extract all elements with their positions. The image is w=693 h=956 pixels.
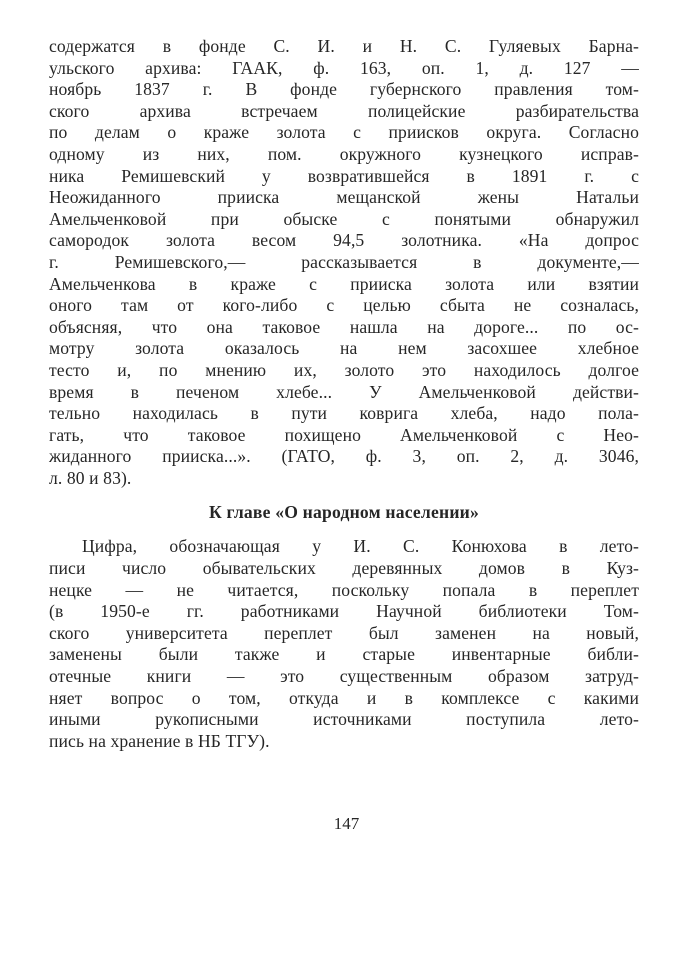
text-line: л. 80 и 83). — [49, 467, 132, 488]
text-line: отечные книги — это существенным образом затруд- — [49, 666, 639, 687]
section-heading: К главе «О народном населении» — [208, 502, 480, 523]
text-line: заменены были также и старые инвентарные библи- — [49, 644, 639, 665]
page-number: 147 — [333, 814, 360, 833]
text-line: пись на хранение в НБ ТГУ). — [49, 730, 270, 751]
text-line: гать, что таковое похищено Амельченковой с Нео- — [49, 424, 639, 445]
paragraph-1 — [49, 36, 639, 489]
text-line: (в 1950-е гг. работниками Научной библиотеки Том- — [49, 601, 639, 622]
text-line: иными рукописными источниками поступила лето- — [49, 709, 639, 730]
text-line: мотру золота оказалось на нем засохшее хлебное — [49, 338, 639, 359]
text-line: ника Ремишевский у возвратившейся в 1891 г. с — [49, 165, 639, 186]
text-line: Амельченковой при обыске с понятыми обнаружил — [49, 208, 639, 229]
text-line: Амельченкова в краже с прииска золота или взятии — [49, 273, 639, 294]
text-line: оного там от кого-либо с целью сбыта не созналась, — [49, 295, 639, 316]
text-line: объясняя, что она таковое нашла на дороге... по ос- — [49, 316, 639, 337]
paragraph-2 — [49, 536, 639, 752]
text-line: ноябрь 1837 г. В фонде губернского правления том- — [49, 79, 639, 100]
text-line: Цифра, обозначающая у И. С. Конюхова в лето- — [82, 536, 639, 557]
text-line: Неожиданного прииска мещанской жены Натальи — [49, 187, 639, 208]
text-line: г. Ремишевского,— рассказывается в документе,— — [49, 251, 639, 272]
text-line: одному из них, пом. окружного кузнецкого исправ- — [49, 143, 639, 164]
text-line: тесто и, по мнению их, золото это находилось долгое — [49, 359, 639, 380]
text-line: время в печеном хлебе... У Амельченковой действи- — [49, 381, 639, 402]
text-line: содержатся в фонде С. И. и Н. С. Гуляевых Барна- — [49, 36, 639, 56]
text-line: ского университета переплет был заменен на новый, — [49, 622, 639, 643]
text-line: писи число обывательских деревянных домов в Куз- — [49, 558, 639, 579]
text-line: по делам о краже золота с приисков округа. Согласно — [49, 122, 639, 143]
text-line: няет вопрос о том, откуда и в комплексе с какими — [49, 687, 639, 708]
page-body — [49, 36, 639, 752]
text-line: жиданного прииска...». (ГАТО, ф. 3, оп. 2, д. 3046, — [49, 446, 639, 467]
text-line: самородок золота весом 94,5 золотника. «На допрос — [49, 230, 639, 251]
text-line: ульского архива: ГААК, ф. 163, оп. 1, д. 127 — — [49, 57, 639, 78]
text-line: ского архива встречаем полицейские разбирательства — [49, 100, 639, 121]
text-line: тельно находилась в пути коврига хлеба, надо пола- — [49, 403, 639, 424]
text-line: нецке — не читается, поскольку попала в переплет — [49, 579, 639, 600]
